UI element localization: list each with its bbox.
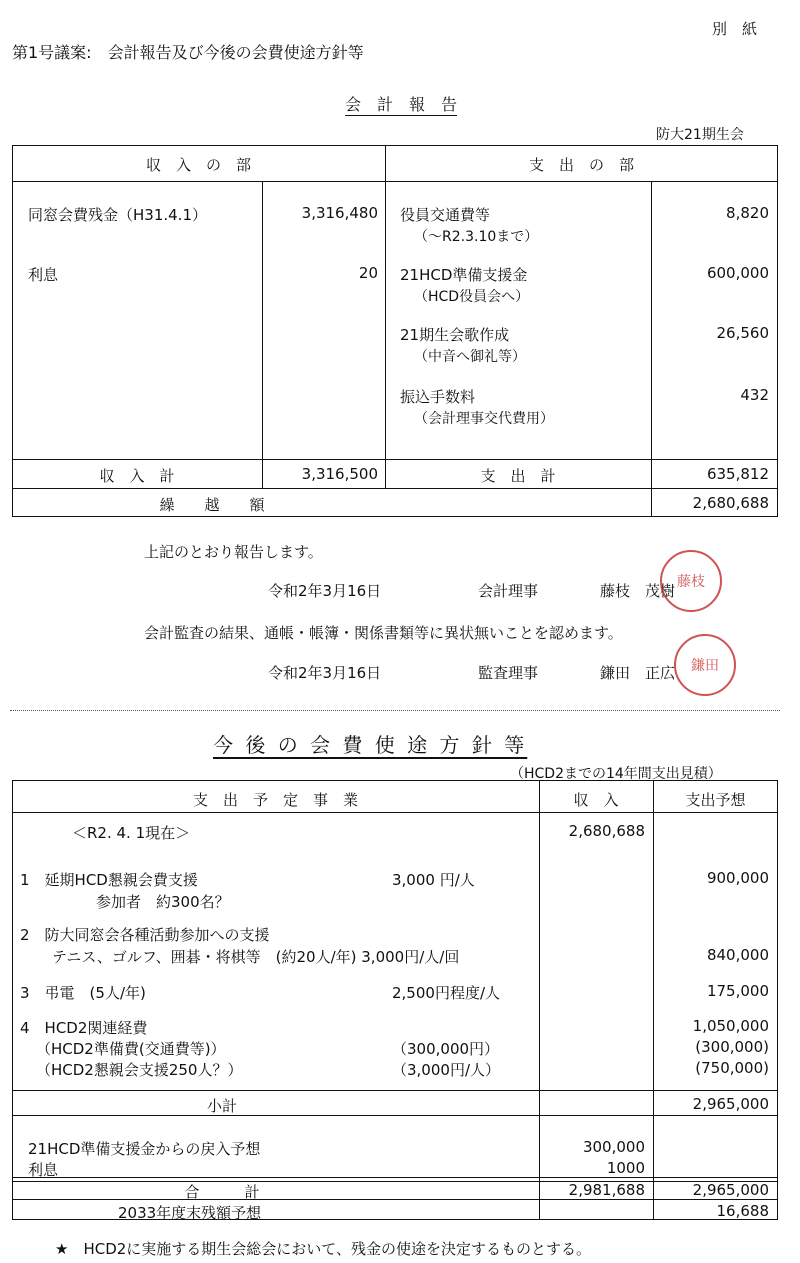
carryover-label: 繰 越 額	[159, 496, 265, 514]
treasurer-name: 藤枝 茂樹	[600, 582, 676, 600]
subtotal-amount: 2,965,000	[692, 1095, 769, 1113]
policy-title: 今 後 の 会 費 使 途 方 針 等	[213, 733, 528, 757]
expense-note: （～R2.3.10まで）	[414, 229, 539, 245]
item-sub: 参加者 約300名？	[96, 893, 230, 911]
expense-amount: 26,560	[716, 324, 769, 342]
item-amount: 175,000	[706, 982, 769, 1000]
item-sub: テニス、ゴルフ、囲碁・将棋等 (約20人/年) 3,000円/人/回	[52, 948, 460, 966]
item-unit: （3,000円/人）	[392, 1061, 500, 1079]
carryover-amount: 2,680,688	[692, 494, 769, 512]
item-amount: (750,000)	[695, 1059, 769, 1077]
total-expense: 2,965,000	[692, 1181, 769, 1199]
policy-subtitle: （HCD2までの14年間支出見積）	[510, 766, 722, 782]
item-label: 2 防大同窓会各種活動参加への支援	[20, 926, 270, 944]
auditor-name: 鎌田 正広	[600, 664, 676, 682]
annex-label: 別 紙	[712, 20, 758, 38]
income-amount: 20	[358, 264, 378, 282]
col-income-header: 収 入	[573, 791, 619, 809]
expense-note: （会計理事交代費用）	[414, 411, 554, 427]
item-amount: 900,000	[706, 869, 769, 887]
report-statement: 上記のとおり報告します。	[144, 543, 323, 561]
item-amount: 1,050,000	[692, 1017, 769, 1035]
organization-name: 防大21期生会	[656, 127, 744, 143]
refund-label: 21HCD準備支援金からの戻入予想	[28, 1140, 261, 1158]
col-expense-header: 支出予想	[685, 791, 746, 809]
report-date: 令和2年3月16日	[268, 582, 382, 600]
as-of-income: 2,680,688	[568, 822, 645, 840]
expense-note: （中音へ御礼等）	[414, 349, 526, 365]
total-label: 合 計	[184, 1183, 260, 1201]
expense-note: （HCD役員会へ）	[414, 289, 530, 305]
item-unit: （300,000円）	[392, 1040, 500, 1058]
audit-date: 令和2年3月16日	[268, 664, 382, 682]
income-total: 3,316,500	[301, 465, 378, 483]
treasurer-role: 会計理事	[478, 582, 539, 600]
income-label: 同窓会費残金（H31.4.1）	[28, 206, 207, 224]
expense-total: 635,812	[706, 465, 769, 483]
agenda-title: 第1号議案: 会計報告及び今後の会費使途方針等	[12, 43, 364, 62]
expense-amount: 8,820	[726, 204, 769, 222]
income-amount: 3,316,480	[301, 204, 378, 222]
item-unit: 3,000 円/人	[392, 871, 475, 889]
income-total-label: 収 入 計	[99, 467, 175, 485]
item-amount: (300,000)	[695, 1038, 769, 1056]
subtotal-label: 小計	[206, 1097, 237, 1115]
expense-label: 21HCD準備支援金	[400, 266, 528, 284]
footnote: ★ HCD2に実施する期生会総会において、残金の使途を決定するものとする。	[55, 1240, 591, 1258]
item-amount: 840,000	[706, 946, 769, 964]
refund-income: 300,000	[582, 1138, 645, 1156]
interest-label: 利息	[28, 1161, 59, 1179]
income-header: 収 入 の 部	[145, 156, 251, 174]
item-label: 3 弔電 (5人/年)	[20, 984, 146, 1002]
item-label: 4 HCD2関連経費	[20, 1019, 148, 1037]
expense-amount: 432	[740, 386, 769, 404]
income-label: 利息	[28, 266, 59, 284]
item-unit: 2,500円程度/人	[392, 984, 500, 1002]
col-plan-header: 支 出 予 定 事 業	[192, 791, 358, 809]
balance-label: 2033年度末残額予想	[118, 1204, 262, 1222]
item-sub: （HCD2懇親会支援250人？）	[36, 1061, 243, 1079]
expense-label: 振込手数料	[400, 388, 476, 406]
expense-label: 役員交通費等	[400, 206, 491, 224]
expense-amount: 600,000	[706, 264, 769, 282]
treasurer-seal: 藤枝	[660, 550, 722, 612]
report-title: 会 計 報 告	[345, 95, 458, 114]
expense-header: 支 出 の 部	[528, 156, 634, 174]
item-label: 1 延期HCD懇親会費支援	[20, 871, 198, 889]
interest-income: 1000	[606, 1159, 645, 1177]
section-divider	[10, 710, 780, 711]
expense-total-label: 支 出 計	[480, 467, 556, 485]
item-sub: （HCD2準備費(交通費等)）	[36, 1040, 226, 1058]
expense-label: 21期生会歌作成	[400, 326, 510, 344]
as-of-label: ＜R2. 4. 1現在＞	[72, 824, 191, 842]
total-income: 2,981,688	[568, 1181, 645, 1199]
audit-statement: 会計監査の結果、通帳・帳簿・関係書類等に異状無いことを認めます。	[144, 624, 623, 642]
auditor-role: 監査理事	[478, 664, 539, 682]
auditor-seal: 鎌田	[674, 634, 736, 696]
balance-amount: 16,688	[716, 1202, 769, 1220]
